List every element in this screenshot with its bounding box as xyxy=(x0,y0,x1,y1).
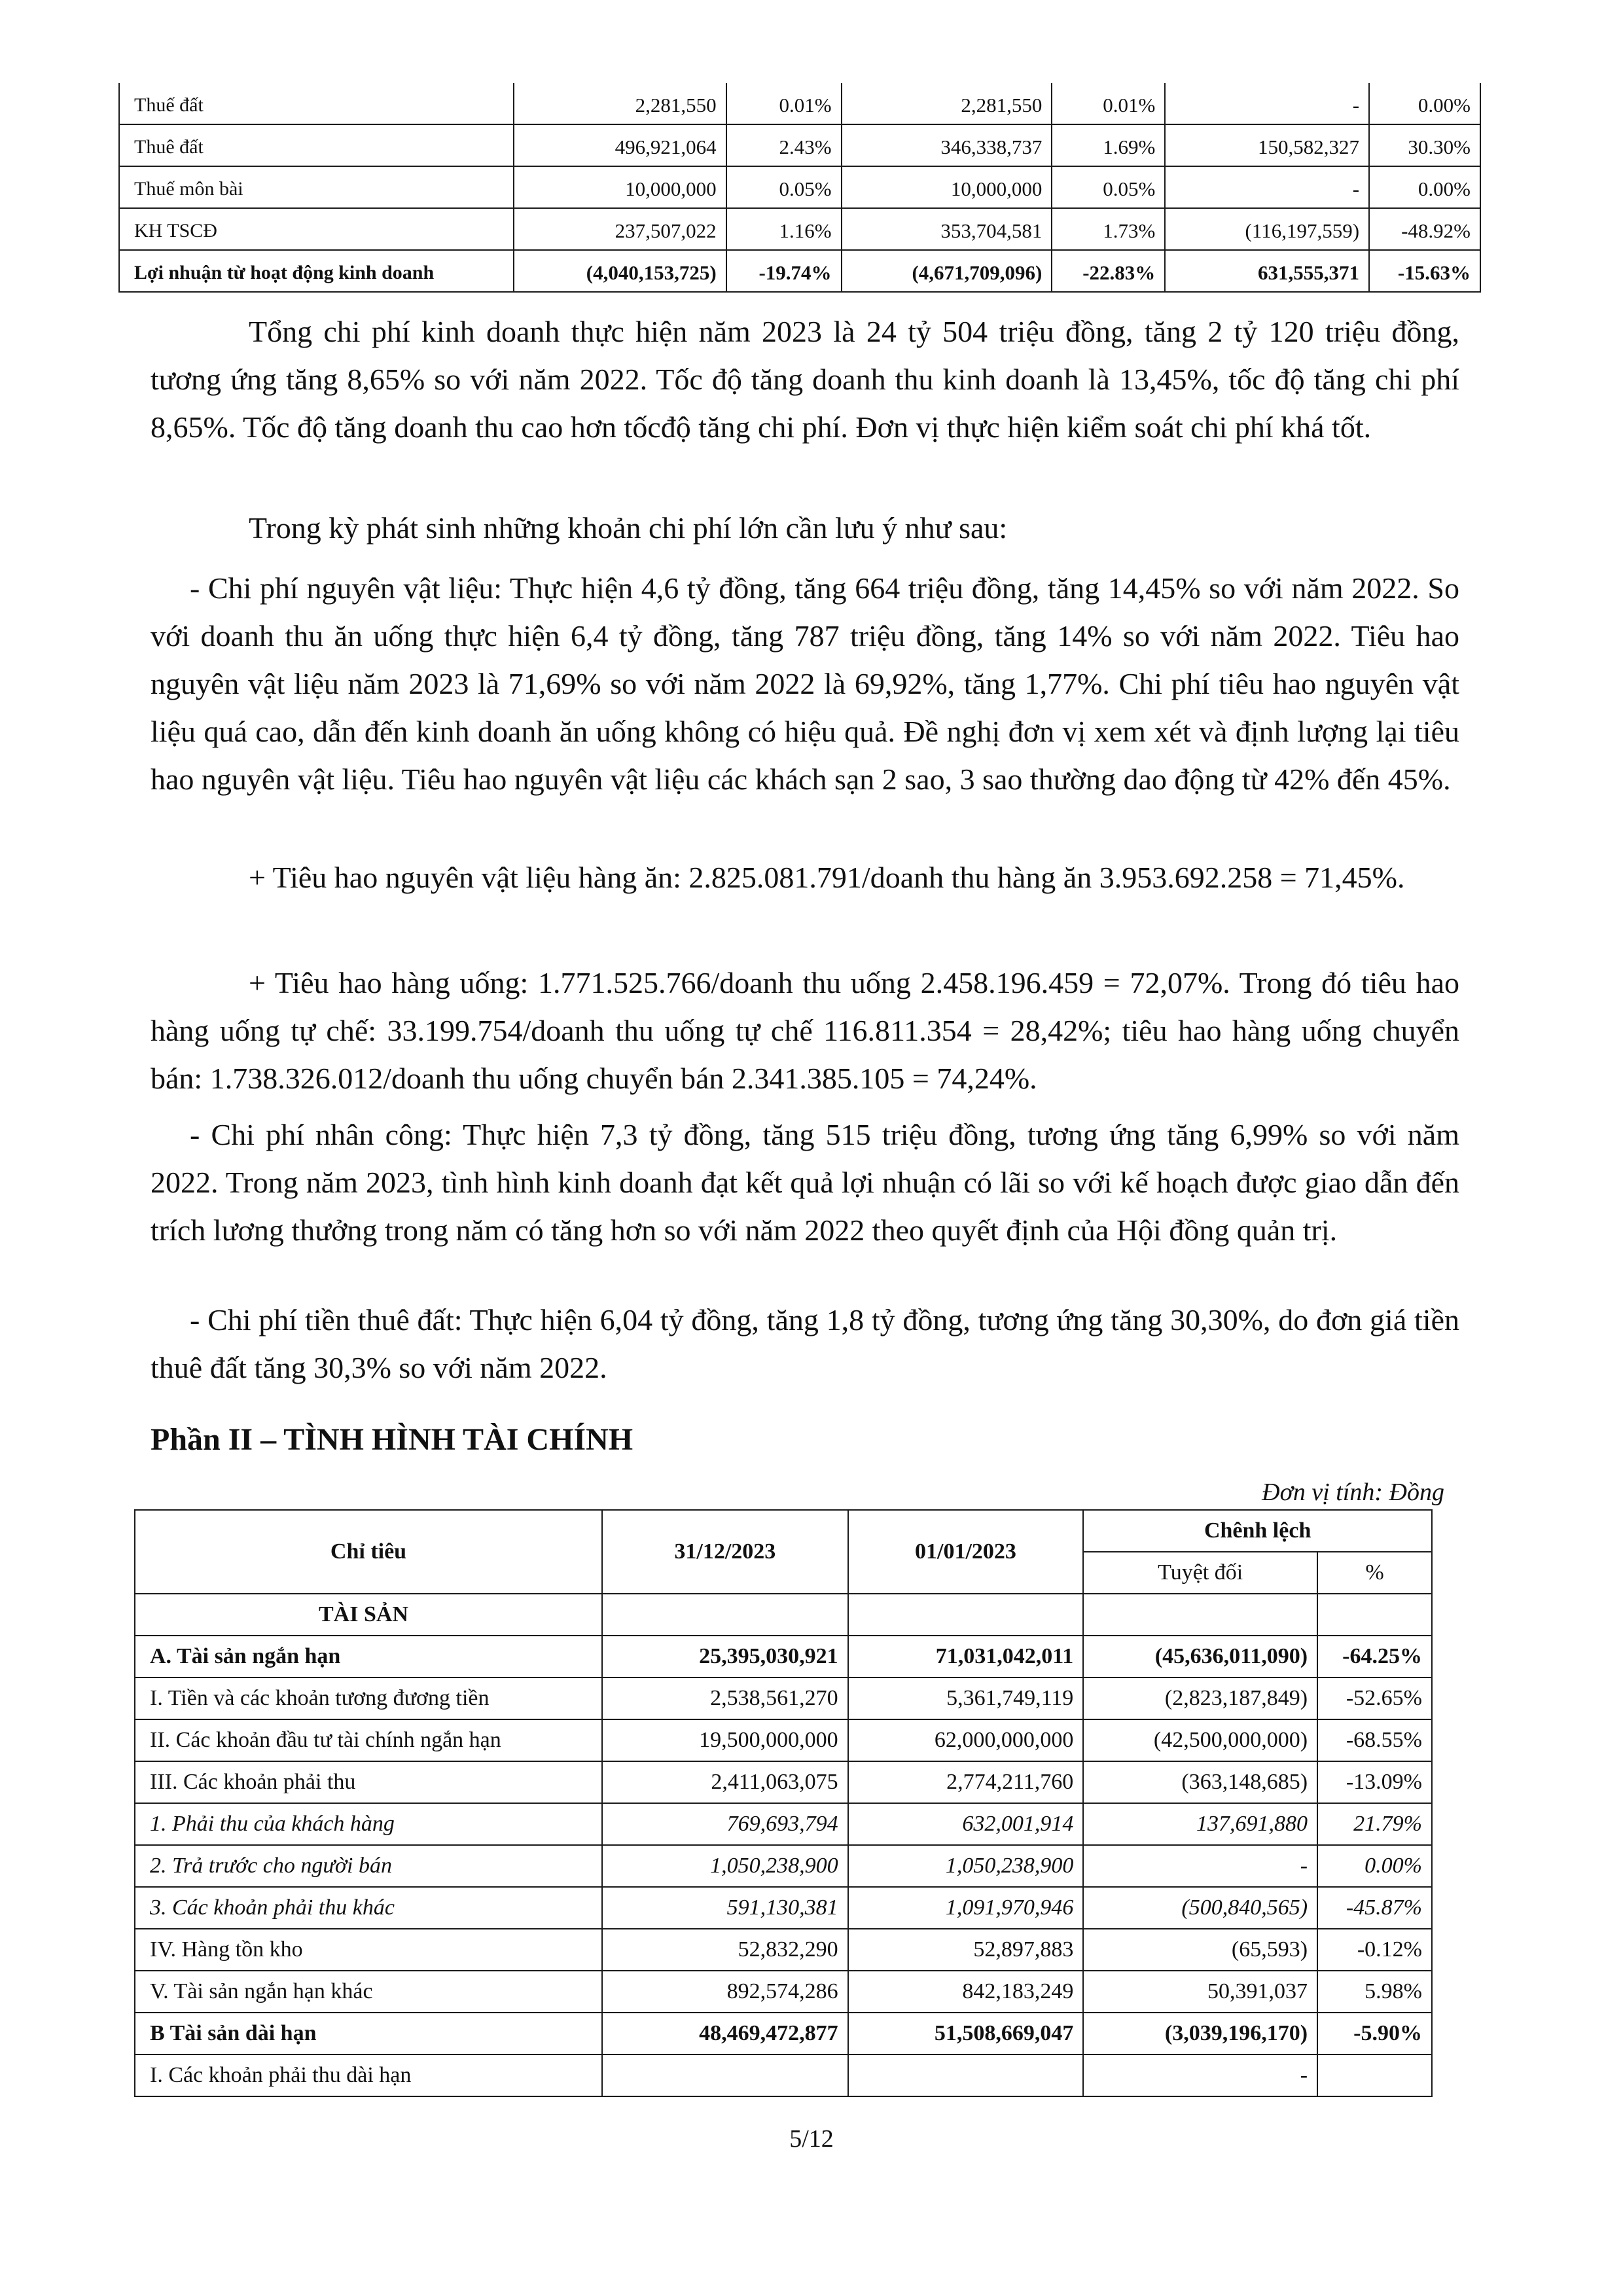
row-label: III. Các khoản phải thu xyxy=(135,1761,602,1803)
paragraph-land-rent-cost: - Chi phí tiền thuê đất: Thực hiện 6,04 tỷ đồng, tăng 1,8 tỷ đồng, tương ứng tăng 30,30%, do đơn giá tiền thuê đất tăng 30,3% so với năm 2022. xyxy=(151,1303,1459,1384)
cell-d2: 2,774,211,760 xyxy=(848,1761,1084,1803)
cell-p2022: 0.01% xyxy=(1052,83,1165,124)
row-label: Thuê đất xyxy=(119,124,514,166)
paragraph-drink-consumption: + Tiêu hao hàng uống: 1.771.525.766/doanh thu uống 2.458.196.459 = 72,07%. Trong đó tiêu hao hàng uống tự chế: 33.199.754/doanh thu uống tự chế 116.811.354 = 28,42%; tiêu hao hàng uống chuyển bán: 1.738.326.012/doanh thu uống chuyển bán 2.341.385.105 = 74,24%. xyxy=(151,966,1459,1095)
cell-d1: 591,130,381 xyxy=(602,1887,848,1929)
income-table-row xyxy=(119,250,1480,292)
cell-p2022: 1.73% xyxy=(1052,208,1165,250)
cell-p2022: 1.69% xyxy=(1052,124,1165,166)
cell-v2022: (4,671,709,096) xyxy=(842,250,1052,292)
income-table-row xyxy=(119,208,1480,250)
cell-abs: - xyxy=(1083,1845,1317,1887)
cell-diff-pct: -48.92% xyxy=(1369,208,1480,250)
finance-table-row xyxy=(135,2013,1432,2054)
cell-d1: 892,574,286 xyxy=(602,1971,848,2013)
cell-d1: 2,411,063,075 xyxy=(602,1761,848,1803)
cell-diff: 631,555,371 xyxy=(1165,250,1369,292)
cell-pct: -68.55% xyxy=(1317,1719,1432,1761)
row-label: Thuế đất xyxy=(119,83,514,124)
cell-p2023: 0.05% xyxy=(726,166,842,208)
cell-d2: 52,897,883 xyxy=(848,1929,1084,1971)
cell-abs: (500,840,565) xyxy=(1083,1887,1317,1929)
cell-p2023: -19.74% xyxy=(726,250,842,292)
cell-pct: -52.65% xyxy=(1317,1677,1432,1719)
paragraph-food-consumption: + Tiêu hao nguyên vật liệu hàng ăn: 2.825.081.791/doanh thu hàng ăn 3.953.692.258 = 71,45%. xyxy=(249,861,1405,894)
cell-abs: (45,636,011,090) xyxy=(1083,1636,1317,1677)
header-percent: % xyxy=(1317,1552,1432,1594)
finance-table-row xyxy=(135,1761,1432,1803)
paragraph-labor-cost: - Chi phí nhân công: Thực hiện 7,3 tỷ đồng, tăng 515 triệu đồng, tương ứng tăng 6,99% so với năm 2022. Trong năm 2023, tình hình kinh doanh đạt kết quả lợi nhuận có lãi so với kế hoạch được giao dẫn đến trích lương thưởng trong năm có tăng hơn so với năm 2022 theo quyết định của Hội đồng quản trị. xyxy=(151,1118,1459,1247)
cell-d2: 1,091,970,946 xyxy=(848,1887,1084,1929)
row-label: 1. Phải thu của khách hàng xyxy=(135,1803,602,1845)
cell-diff-pct: 0.00% xyxy=(1369,166,1480,208)
cell-pct: 5.98% xyxy=(1317,1971,1432,2013)
paragraph-material-cost: - Chi phí nguyên vật liệu: Thực hiện 4,6 tỷ đồng, tăng 664 triệu đồng, tăng 14,45% so với năm 2022. So với doanh thu ăn uống thực hiện 6,4 tỷ đồng, tăng 787 triệu đồng, tăng 14% so với năm 2022. Tiêu hao nguyên vật liệu năm 2023 là 71,69% so với năm 2022 là 69,92%, tăng 1,77%. Chi phí tiêu hao nguyên vật liệu quá cao, dẫn đến kinh doanh ăn uống không có hiệu quả. Đề nghị đơn vị xem xét và định lượng lại tiêu hao nguyên vật liệu. Tiêu hao nguyên vật liệu các khách sạn 2 sao, 3 sao thường dao động từ 42% đến 45%. xyxy=(151,571,1459,796)
header-indicator: Chỉ tiêu xyxy=(135,1510,602,1594)
cell-d1 xyxy=(602,1594,848,1636)
row-label: IV. Hàng tồn kho xyxy=(135,1929,602,1971)
cell-p2022: -22.83% xyxy=(1052,250,1165,292)
cell-d2: 1,050,238,900 xyxy=(848,1845,1084,1887)
cell-d1: 48,469,472,877 xyxy=(602,2013,848,2054)
cell-d1: 25,395,030,921 xyxy=(602,1636,848,1677)
cell-abs: (3,039,196,170) xyxy=(1083,2013,1317,2054)
cell-d2: 51,508,669,047 xyxy=(848,2013,1084,2054)
row-label: A. Tài sản ngắn hạn xyxy=(135,1636,602,1677)
cell-pct xyxy=(1317,1594,1432,1636)
cell-d1: 19,500,000,000 xyxy=(602,1719,848,1761)
cell-abs xyxy=(1083,1594,1317,1636)
cell-d2: 62,000,000,000 xyxy=(848,1719,1084,1761)
cell-p2023: 2.43% xyxy=(726,124,842,166)
cell-p2023: 1.16% xyxy=(726,208,842,250)
cell-pct: -45.87% xyxy=(1317,1887,1432,1929)
row-label: I. Các khoản phải thu dài hạn xyxy=(135,2054,602,2096)
cell-v2023: 10,000,000 xyxy=(514,166,726,208)
finance-table-row xyxy=(135,1929,1432,1971)
paragraph-intro-costs: Trong kỳ phát sinh những khoản chi phí lớn cần lưu ý như sau: xyxy=(249,511,1008,545)
row-label: I. Tiền và các khoản tương đương tiền xyxy=(135,1677,602,1719)
cell-pct: 21.79% xyxy=(1317,1803,1432,1845)
cell-d2: 632,001,914 xyxy=(848,1803,1084,1845)
row-label: B Tài sản dài hạn xyxy=(135,2013,602,2054)
cell-pct: -64.25% xyxy=(1317,1636,1432,1677)
page-number: 5/12 xyxy=(789,2125,834,2153)
finance-table-row xyxy=(135,1719,1432,1761)
cell-p2022: 0.05% xyxy=(1052,166,1165,208)
cell-d2 xyxy=(848,2054,1084,2096)
cell-abs: (42,500,000,000) xyxy=(1083,1719,1317,1761)
cell-d2: 71,031,042,011 xyxy=(848,1636,1084,1677)
cell-diff-pct: 0.00% xyxy=(1369,83,1480,124)
row-label: V. Tài sản ngắn hạn khác xyxy=(135,1971,602,2013)
cell-v2022: 2,281,550 xyxy=(842,83,1052,124)
cell-v2023: 2,281,550 xyxy=(514,83,726,124)
row-label: Thuế môn bài xyxy=(119,166,514,208)
cell-v2023: (4,040,153,725) xyxy=(514,250,726,292)
finance-table xyxy=(134,1509,1433,2097)
cell-v2022: 353,704,581 xyxy=(842,208,1052,250)
cell-abs: (65,593) xyxy=(1083,1929,1317,1971)
cell-diff-pct: 30.30% xyxy=(1369,124,1480,166)
finance-table-row xyxy=(135,1971,1432,2013)
income-table xyxy=(118,83,1481,293)
header-date-1: 31/12/2023 xyxy=(602,1510,848,1594)
cell-abs: (2,823,187,849) xyxy=(1083,1677,1317,1719)
cell-d1: 52,832,290 xyxy=(602,1929,848,1971)
cell-d1: 769,693,794 xyxy=(602,1803,848,1845)
cell-abs: (363,148,685) xyxy=(1083,1761,1317,1803)
cell-pct: -0.12% xyxy=(1317,1929,1432,1971)
row-label: TÀI SẢN xyxy=(135,1594,602,1636)
cell-pct: 0.00% xyxy=(1317,1845,1432,1887)
finance-table-row xyxy=(135,1677,1432,1719)
income-table-row xyxy=(119,166,1480,208)
cell-abs: - xyxy=(1083,2054,1317,2096)
row-label: Lợi nhuận từ hoạt động kinh doanh xyxy=(119,250,514,292)
cell-pct xyxy=(1317,2054,1432,2096)
row-label: 2. Trả trước cho người bán xyxy=(135,1845,602,1887)
cell-abs: 50,391,037 xyxy=(1083,1971,1317,2013)
cell-diff: - xyxy=(1165,166,1369,208)
finance-table-row xyxy=(135,1803,1432,1845)
cell-abs: 137,691,880 xyxy=(1083,1803,1317,1845)
cell-pct: -13.09% xyxy=(1317,1761,1432,1803)
finance-table-row xyxy=(135,1594,1432,1636)
income-table-row xyxy=(119,124,1480,166)
cell-diff-pct: -15.63% xyxy=(1369,250,1480,292)
paragraph-total-cost: Tổng chi phí kinh doanh thực hiện năm 2023 là 24 tỷ 504 triệu đồng, tăng 2 tỷ 120 triệu đồng, tương ứng tăng 8,65% so với năm 2022. Tốc độ tăng doanh thu kinh doanh là 13,45%, tốc độ tăng chi phí 8,65%. Tốc độ tăng doanh thu cao hơn tốcđộ tăng chi phí. Đơn vị thực hiện kiểm soát chi phí khá tốt. xyxy=(151,315,1459,444)
cell-p2023: 0.01% xyxy=(726,83,842,124)
cell-pct: -5.90% xyxy=(1317,2013,1432,2054)
header-difference: Chênh lệch xyxy=(1083,1510,1432,1552)
cell-d2: 842,183,249 xyxy=(848,1971,1084,2013)
section-heading: Phần II – TÌNH HÌNH TÀI CHÍNH xyxy=(151,1422,633,1457)
cell-d1: 2,538,561,270 xyxy=(602,1677,848,1719)
cell-diff: - xyxy=(1165,83,1369,124)
header-date-2: 01/01/2023 xyxy=(848,1510,1084,1594)
cell-diff: 150,582,327 xyxy=(1165,124,1369,166)
cell-v2023: 496,921,064 xyxy=(514,124,726,166)
cell-d1: 1,050,238,900 xyxy=(602,1845,848,1887)
finance-table-row xyxy=(135,1887,1432,1929)
row-label: II. Các khoản đầu tư tài chính ngắn hạn xyxy=(135,1719,602,1761)
finance-table-row xyxy=(135,2054,1432,2096)
cell-v2022: 10,000,000 xyxy=(842,166,1052,208)
income-table-row xyxy=(119,83,1480,124)
row-label: KH TSCĐ xyxy=(119,208,514,250)
unit-note: Đơn vị tính: Đồng xyxy=(1262,1479,1444,1506)
cell-diff: (116,197,559) xyxy=(1165,208,1369,250)
row-label: 3. Các khoản phải thu khác xyxy=(135,1887,602,1929)
cell-v2022: 346,338,737 xyxy=(842,124,1052,166)
finance-table-row xyxy=(135,1636,1432,1677)
header-absolute: Tuyệt đối xyxy=(1083,1552,1317,1594)
cell-v2023: 237,507,022 xyxy=(514,208,726,250)
cell-d2: 5,361,749,119 xyxy=(848,1677,1084,1719)
cell-d2 xyxy=(848,1594,1084,1636)
finance-table-row xyxy=(135,1845,1432,1887)
cell-d1 xyxy=(602,2054,848,2096)
